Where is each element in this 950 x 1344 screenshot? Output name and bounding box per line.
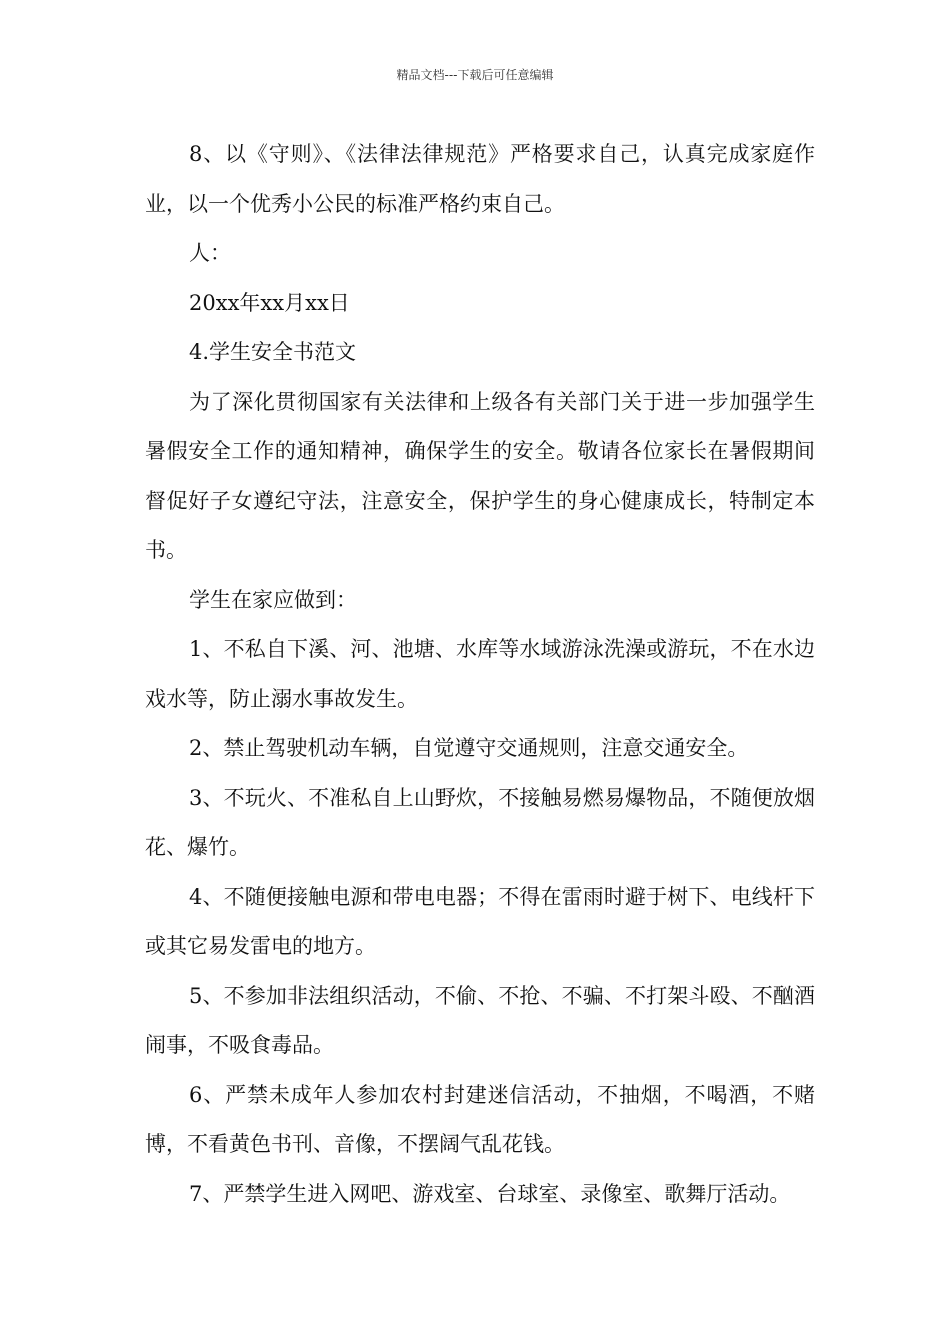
- document-body: [145, 130, 815, 1219]
- rule-item-5: 5、不参加非法组织活动，不偷、不抢、不骗、不打架斗殴、不酗酒闹事，不吸食毒品。: [145, 983, 815, 1057]
- intro-paragraph: 为了深化贯彻国家有关法律和上级各有关部门关于进一步加强学生暑假安全工作的通知精神，确保学生的安全。敬请各位家长在暑假期间督促好子女遵纪守法，注意安全，保护学生的身心健康成长，特制定本书。: [145, 389, 815, 562]
- date-line: 20xx年xx月xx日: [189, 290, 350, 315]
- section-title: 4.学生安全书范文: [189, 340, 357, 364]
- rule-item-6: 6、严禁未成年人参加农村封建迷信活动，不抽烟，不喝酒，不赌博，不看黄色书刊、音像，不摆阔气乱花钱。: [145, 1082, 815, 1156]
- signature-label: 人：: [189, 241, 231, 265]
- rule-item-4: 4、不随便接触电源和带电电器；不得在雷雨时避于树下、电线杆下或其它易发雷电的地方。: [145, 884, 815, 958]
- page-header: 精品文档---下载后可任意编辑: [396, 68, 554, 82]
- rule-item-3: 3、不玩火、不准私自上山野炊，不接触易燃易爆物品，不随便放烟花、爆竹。: [145, 785, 815, 859]
- rule-item-7: 7、严禁学生进入网吧、游戏室、台球室、录像室、歌舞厅活动。: [189, 1181, 791, 1206]
- rule-item-1: 1、不私自下溪、河、池塘、水库等水域游泳洗澡或游玩，不在水边戏水等，防止溺水事故发生。: [145, 637, 815, 711]
- rule-item-2: 2、禁止驾驶机动车辆，自觉遵守交通规则，注意交通安全。: [189, 736, 749, 760]
- list-heading: 学生在家应做到：: [189, 587, 357, 612]
- paragraph-item-8: 8、以《守则》、《法律法律规范》严格要求自己，认真完成家庭作业，以一个优秀小公民的标准严格约束自己。: [145, 142, 815, 216]
